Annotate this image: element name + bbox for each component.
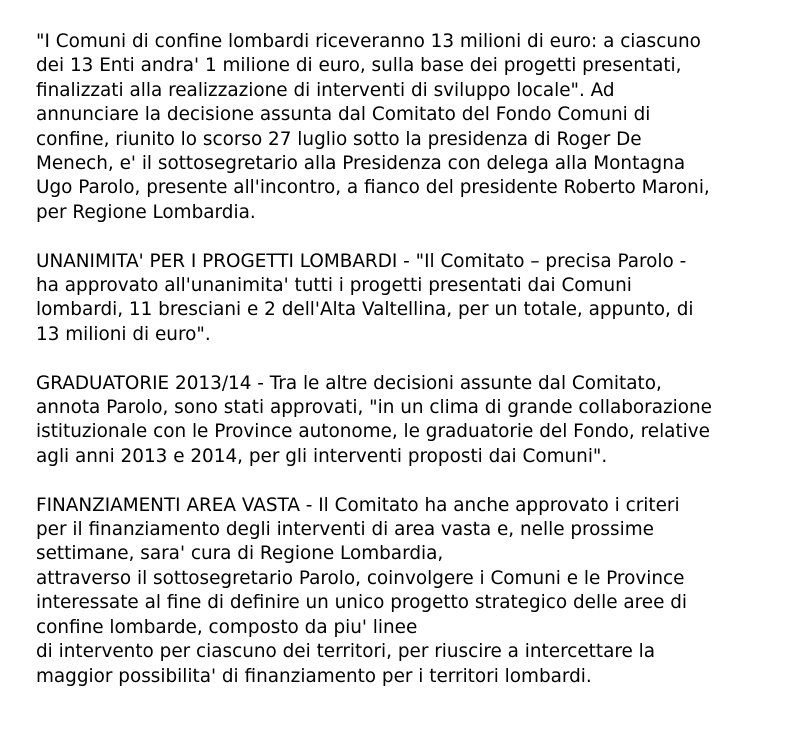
text-line: confine lombarde, composto da piu' linee xyxy=(36,616,418,638)
text-line: di intervento per ciascuno dei territori, per riuscire a intercettare la xyxy=(36,641,656,663)
text-line: dei 13 Enti andra' 1 milione di euro, sulla base dei progetti presentati, xyxy=(36,55,682,77)
text-line: annota Parolo, sono stati approvati, "in un clima di grande collaborazione xyxy=(36,397,712,419)
article-body xyxy=(36,30,786,713)
text-line: per Regione Lombardia. xyxy=(36,201,256,223)
text-line: interessate al fine di definire un unico progetto strategico delle aree di xyxy=(36,592,688,614)
text-line: ha approvato all'unanimita' tutti i progetti presentati dai Comuni xyxy=(36,275,632,297)
text-line: per il finanziamento degli interventi di area vasta e, nelle prossime xyxy=(36,519,654,541)
text-line: agli anni 2013 e 2014, per gli interventi proposti dai Comuni". xyxy=(36,445,608,467)
paragraph-intro xyxy=(36,30,786,225)
text-line: finalizzati alla realizzazione di interventi di sviluppo locale". Ad xyxy=(36,79,615,101)
text-line: confine, riunito lo scorso 27 luglio sotto la presidenza di Roger De xyxy=(36,128,642,150)
text-line: annunciare la decisione assunta dal Comitato del Fondo Comuni di xyxy=(36,104,651,126)
text-line: FINANZIAMENTI AREA VASTA - Il Comitato ha anche approvato i criteri xyxy=(36,494,680,516)
text-line: settimane, sara' cura di Regione Lombardia, xyxy=(36,543,444,565)
text-line: lombardi, 11 bresciani e 2 dell'Alta Valtellina, per un totale, appunto, di xyxy=(36,299,694,321)
text-line: istituzionale con le Province autonome, le graduatorie del Fondo, relative xyxy=(36,421,710,443)
text-line: 13 milioni di euro". xyxy=(36,323,211,345)
paragraph-finanziamenti xyxy=(36,494,786,689)
paragraph-unanimita xyxy=(36,250,786,348)
paragraph-graduatorie xyxy=(36,372,786,470)
text-line: maggior possibilita' di finanziamento per i territori lombardi. xyxy=(36,665,592,687)
text-line: "I Comuni di confine lombardi riceveranno 13 milioni di euro: a ciascuno xyxy=(36,31,701,52)
text-line: GRADUATORIE 2013/14 - Tra le altre decisioni assunte dal Comitato, xyxy=(36,372,662,394)
text-line: Ugo Parolo, presente all'incontro, a fianco del presidente Roberto Maroni, xyxy=(36,177,710,199)
text-line: attraverso il sottosegretario Parolo, coinvolgere i Comuni e le Province xyxy=(36,567,685,589)
text-line: UNANIMITA' PER I PROGETTI LOMBARDI - "Il Comitato – precisa Parolo - xyxy=(36,250,687,272)
text-line: Menech, e' il sottosegretario alla Presidenza con delega alla Montagna xyxy=(36,153,686,175)
